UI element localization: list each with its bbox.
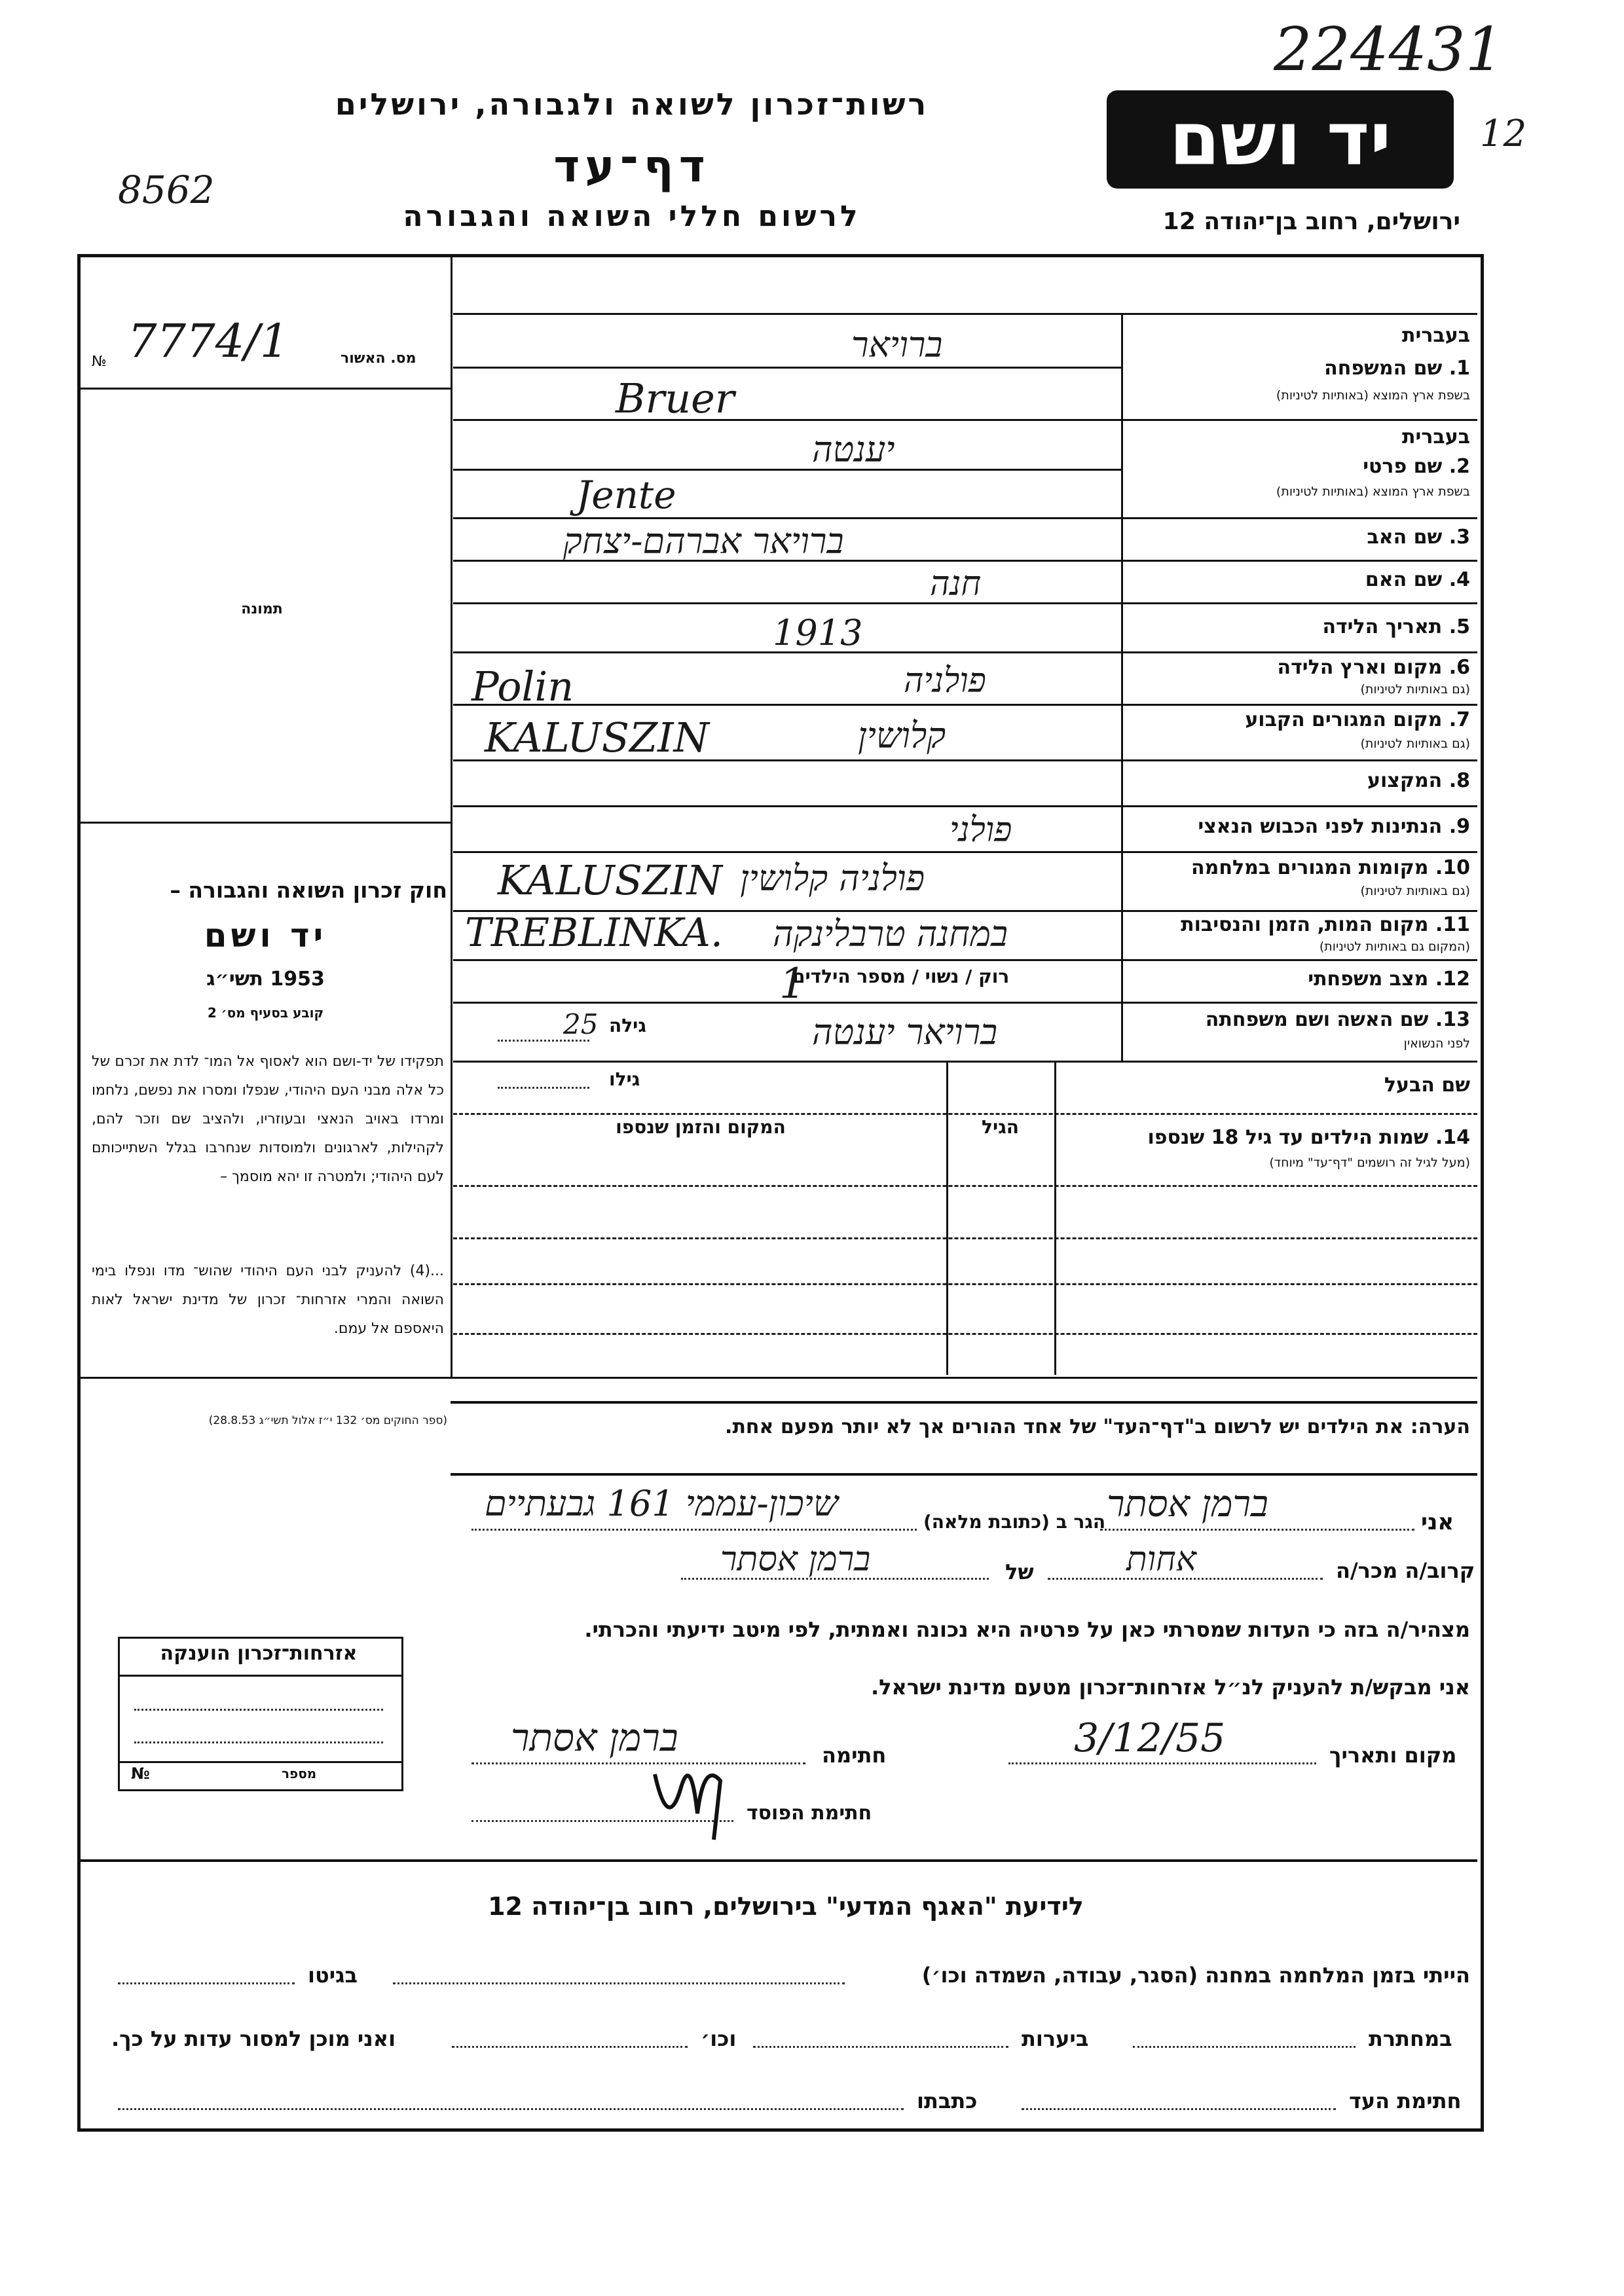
field-2-hebrew-value: יענטה [812,429,895,470]
archive-stamp-number: 224431 [1274,14,1504,84]
field-2-sublabel: בשפת ארץ המוצא (באותיות לטיניות) [1276,484,1470,499]
field-13-age-label: גילה [609,1015,646,1036]
field-13-age-value: 25 [563,1008,599,1040]
husband-age-label: גילו [609,1068,640,1090]
field-11-hebrew-value: במחנה טרבלינקה [773,913,1008,955]
declaration-statement: מצהיר/ה בזה כי העדות שמסרתי כאן על פרטיה היא נכונה ואמתית, לפי מיטב ידיעתי והכרתי. [584,1617,1470,1642]
law-name: יד ושם [204,917,327,955]
field-11-sublabel: (המקום גם באותיות לטיניות) [1319,939,1470,954]
field-1-hebrew-value: ברויאר [851,324,943,365]
place-date-value: 3/12/55 [1074,1715,1226,1761]
official-signature-mark [642,1735,740,1846]
footer-line2-forests: ביערות [1022,2026,1089,2051]
field-7-latin-value: KALUSZIN [485,714,709,761]
margin-note: 12 [1480,113,1527,155]
law-section: קובע בסעיף מס׳ 2 [207,1005,324,1021]
field-12-label: 12. מצב משפחתי [1308,968,1470,991]
field-4-value: חנה [930,564,982,604]
relation-label: קרוב/ה מכר/ה [1336,1558,1475,1583]
certificate-no-sign: № [131,1764,150,1783]
field-13-label: 13. שם האשה ושם משפחתה [1205,1008,1470,1031]
address: ירושלים, רחוב בן־יהודה 12 [1162,208,1460,235]
field-11-label: 11. מקום המות, הזמן והנסיבות [1181,913,1470,936]
field-3-label: 3. שם האב [1367,526,1470,549]
field-5-value: 1913 [773,612,863,653]
children-col-age: הגיל [982,1116,1019,1138]
field-9-value: פולני [950,811,1012,850]
field-13-sublabel: לפני הנשואין [1403,1036,1470,1051]
handwritten-note: 8562 [118,168,215,212]
relation-value: אחות [1126,1540,1196,1579]
field-4-label: 4. שם האם [1365,568,1470,591]
footer-line2-end: ואני מוכן למסור עדות על כך. [111,2026,396,2051]
field-14-sublabel: (מעל לגיל זה רושמים "דף־עד" מיוחד) [1269,1156,1470,1170]
field-9-label: 9. הנתינות לפני הכבוש הנאצי [1198,815,1470,838]
field-7-sublabel: (גם באותיות לטיניות) [1360,737,1470,751]
declarant-label: אני [1421,1509,1454,1535]
field-2-hebrew-tag: בעברית [1402,426,1470,448]
field-10-sublabel: (גם באותיות לטיניות) [1360,884,1470,898]
field-7-label: 7. מקום המגורים הקבוע [1245,708,1470,731]
signature-label: חתימה [822,1743,887,1768]
field-12-value: 1 [779,960,806,1008]
field-2-label: 2. שם פרטי [1363,455,1470,478]
field-11-latin-value: TREBLINKA. [465,910,723,956]
form-title: דף־עד [553,141,710,192]
field-1-hebrew-tag: בעברית [1402,324,1470,347]
field-6-hebrew-value: פולניה [904,661,986,701]
field-6-latin-value: Polin [471,663,574,710]
field-1-sublabel: בשפת ארץ המוצא (באותיות לטיניות) [1276,388,1470,403]
law-title: חוק זכרון השואה והגבורה – [170,877,447,903]
of-label: של [1005,1559,1034,1584]
field-1-label: 1. שם המשפחה [1324,357,1470,380]
field-10-label: 10. מקומות המגורים במלחמה [1191,856,1470,879]
children-col-place-time: המקום והזמן שנספו [616,1116,786,1138]
children-note: הערה: את הילדים יש לרשום ב"דף־העד" של אחד ההורים אך לא יותר מפעם אחת. [725,1415,1470,1438]
approval-number-sign: № [92,354,107,370]
footer-line2-start: במחתרת [1369,2026,1452,2051]
field-5-label: 5. תאריך הלידה [1322,615,1470,638]
footer-line1-end: בגיטו [308,1963,358,1988]
field-10-hebrew-value: פולניה קלושין [740,858,925,899]
place-date-label: מקום ותאריך [1329,1743,1457,1768]
footer-line1-start: הייתי בזמן המלחמה במחנה (הסגר, עבודה, השמדה וכו׳) [921,1963,1470,1988]
certificate-title: אזרחות־זכרון הוענקה [160,1642,358,1665]
field-13-value: ברויאר יענטה [812,1011,998,1053]
law-year: 1953 תשי״ג [206,968,325,991]
field-1-latin-value: Bruer [616,374,735,422]
field-6-label: 6. מקום וארץ הלידה [1277,656,1470,679]
footer-line3-address: כתבתו [917,2088,978,2113]
field-10-latin-value: KALUSZIN [498,856,722,904]
field-14-label: 14. שמות הילדים עד גיל 18 שנספו [1147,1126,1470,1149]
declarant-address: שיכון-עממי 161 גבעתיים [485,1483,839,1524]
field-12-options: רוק / נשוי / מספר הילדים [792,966,1010,987]
yad-vashem-logo: יד ושם [1107,90,1454,189]
field-3-value: ברויאר אברהם-יצחק [563,520,844,562]
footer-line2-etc: וכו׳ [701,2026,737,2051]
signature-value: ברמן אסתר [511,1715,678,1760]
photo-label: תמונה [241,601,283,617]
footer-line3-start: חתימת העד [1349,2088,1462,2113]
law-text-1: תפקידו של יד-ושם הוא לאסוף אל המו־ לדת את זכרם של כל אלה מבני העם היהודי, שנפלו ומסרו את נפשם, נלחמו ומרדו באויב הנאצי ובעוזריו, ולהציב שם וזכר להם, לקהילות, לארגונים ולמוסדות שנחרבו בגלל השתייכותם לעם היהודי; ולמטרה זו יהא מוסמך – [92,1053,444,1185]
approval-number-label: מס. האשור [341,350,416,367]
husband-label: שם הבעל [1384,1074,1470,1097]
official-signature-label: חתימת הפוסד [747,1802,872,1825]
form-subtitle: לרשום חללי השואה והגבורה [403,200,861,233]
certificate-number-label: מספר [282,1766,317,1781]
law-reference: (ספר החוקים מס׳ 132 י״ז אלול תשי״ג 28.8.53) [208,1414,447,1427]
footer-title: לידיעת "האגף המדעי" בירושלים, רחוב בן־יהודה 12 [488,1892,1084,1921]
field-6-sublabel: (גם באותיות לטיניות) [1360,682,1470,697]
field-8-label: 8. המקצוע [1367,769,1470,792]
declarant-name: ברמן אסתר [1107,1483,1268,1525]
field-2-latin-value: Jente [576,473,676,517]
field-7-hebrew-value: קלושין [858,715,946,756]
declaration-request: אני מבקש/ת להעניק לנ״ל אזרחות־זכרון מטעם מדינת ישראל. [871,1675,1470,1700]
of-value: ברמן אסתר [720,1540,871,1579]
approval-number-value: 7774/1 [128,314,289,368]
law-text-2: ...(4) להעניק לבני העם היהודי שהוש־ מדו ונפלו בימי השואה והמרי אזרחות־ זכרון של מדינת ישראל לאות היאספם אל עמם. [92,1263,444,1337]
address-label: הגר ב (כתובת מלאה) [923,1511,1106,1533]
authority-title: רשות־זכרון לשואה ולגבורה, ירושלים [335,86,929,122]
